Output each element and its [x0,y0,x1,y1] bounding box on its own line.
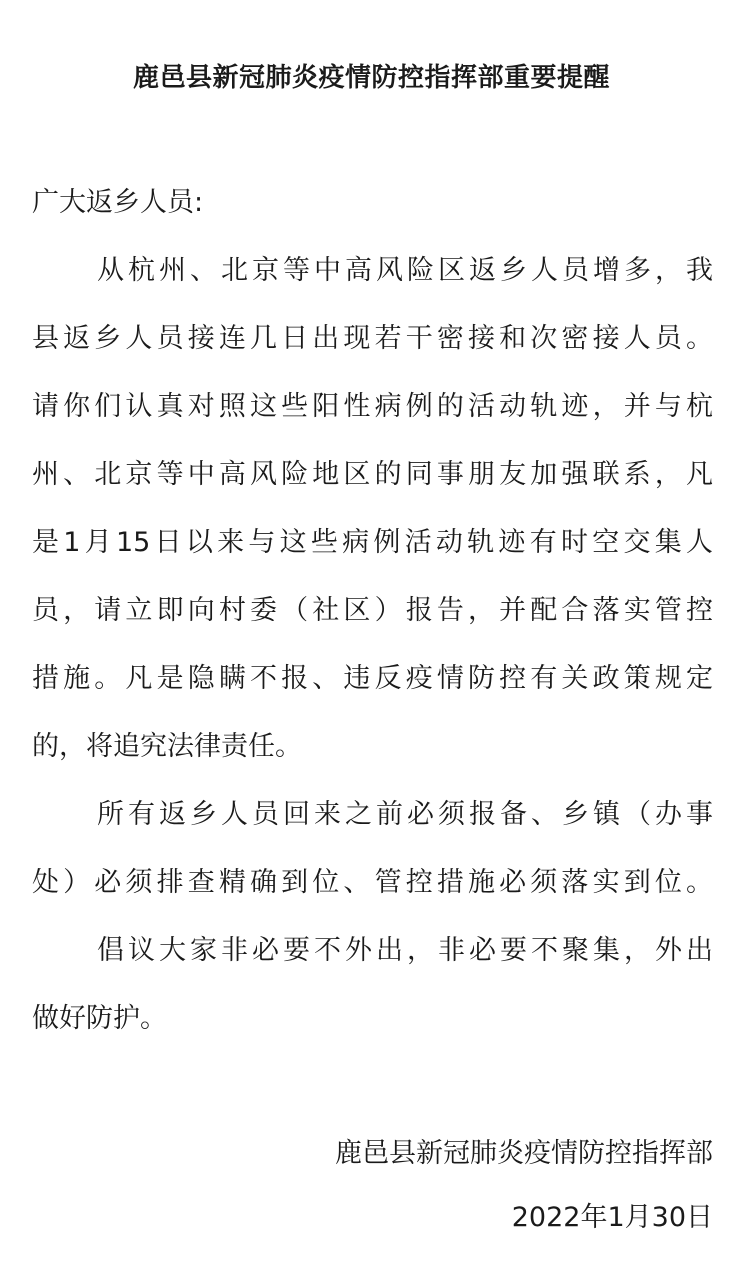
paragraph-1-line-6: 员，请立即向村委（社区）报告，并配合落实管控 [32,595,713,626]
paragraph-1-line-1: 从杭州、北京等中高风险区返乡人员增多，我 [97,255,713,286]
paragraph-3-line-2: 做好防护。 [32,1003,167,1034]
signature-date: 2022年1月30日 [511,1202,713,1233]
paragraph-1-line-4: 州、北京等中高风险地区的同事朋友加强联系，凡 [32,459,713,490]
signature-organization: 鹿邑县新冠肺炎疫情防控指挥部 [335,1138,713,1169]
paragraph-1-line-3: 请你们认真对照这些阳性病例的活动轨迹，并与杭 [32,391,713,422]
paragraph-2-line-1: 所有返乡人员回来之前必须报备、乡镇（办事 [97,799,713,830]
paragraph-2-line-2: 处）必须排查精确到位、管控措施必须落实到位。 [32,867,713,898]
notice-title: 鹿邑县新冠肺炎疫情防控指挥部重要提醒 [132,63,610,93]
paragraph-1-line-2: 县返乡人员接连几日出现若干密接和次密接人员。 [32,323,713,354]
salutation: 广大返乡人员: [32,187,204,218]
paragraph-1-line-8: 的，将追究法律责任。 [32,731,302,762]
paragraph-1-line-5: 是1月15日以来与这些病例活动轨迹有时空交集人 [32,527,713,558]
paragraph-1-line-7: 措施。凡是隐瞒不报、违反疫情防控有关政策规定 [32,663,713,694]
paragraph-3-line-1: 倡议大家非必要不外出，非必要不聚集，外出 [97,935,713,966]
